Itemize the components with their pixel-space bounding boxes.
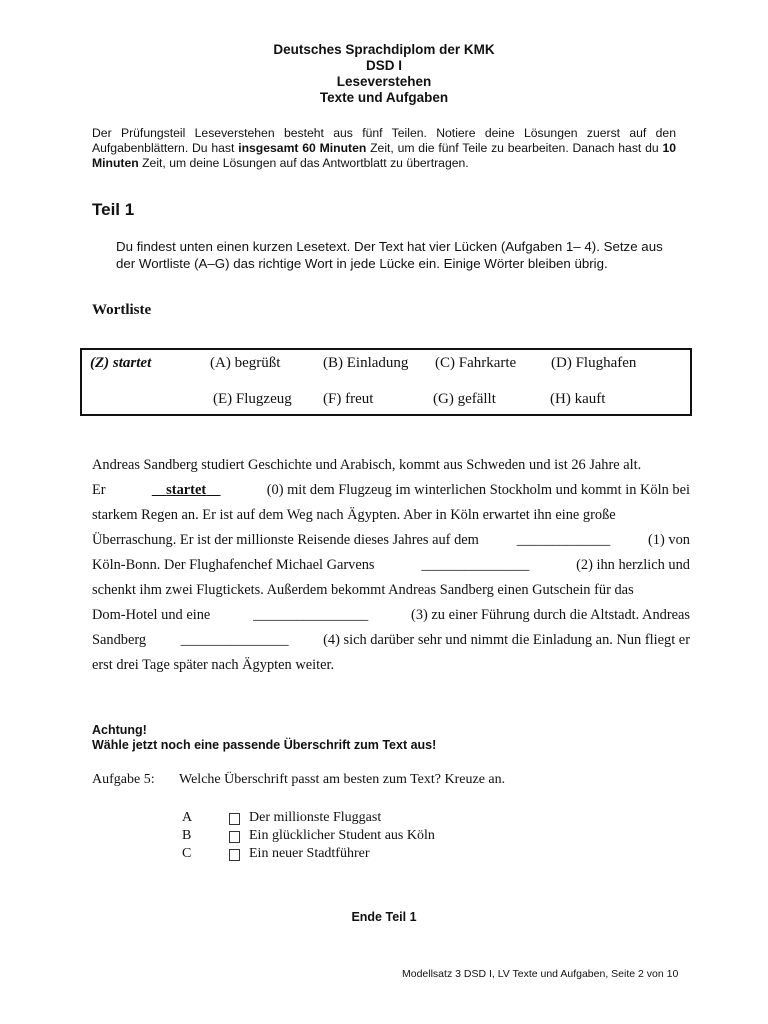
intro-paragraph [92,126,676,171]
text-line-4 [92,531,690,549]
word-z: (Z) startet [90,355,152,371]
text-l8-b: (4) sich darüber sehr und nimmt die Einladung an. Nun fliegt er [323,632,690,648]
gap-4[interactable]: _______________ [180,632,289,648]
text-l7-b: (3) zu einer Führung durch die Altstadt. Andreas [411,607,690,623]
text-l7-a: Dom-Hotel und eine [92,607,211,623]
intro-text-1: Der Prüfungsteil Leseverstehen besteht aus fünf Teilen. Notiere deine Lösungen zuerst auf den Aufgabenblättern. Du hast [92,126,676,155]
intro-text-3: Zeit, um deine Lösungen auf das Antwortblatt zu übertragen. [138,156,469,170]
text-line-1 [92,456,690,474]
text-l2-a: Er [92,482,106,498]
option-letter-c: C [182,846,192,861]
wortliste-heading: Wortliste [92,302,152,318]
achtung-line-1: Achtung! [92,723,147,737]
aufgabe-5-label: Aufgabe 5: [92,772,155,787]
text-line-7 [92,606,690,624]
checkbox-c[interactable] [229,848,240,866]
intro-text-2: Zeit, um die fünf Teile zu bearbeiten. Danach hast du [366,141,663,155]
option-text-a: Der millionste Fluggast [249,810,382,825]
option-text-b: Ein glücklicher Student aus Köln [249,828,435,843]
word-f: (F) freut [323,391,374,407]
option-letter-b: B [182,828,192,843]
checkbox-b[interactable] [229,830,240,848]
text-line-5 [92,556,690,574]
word-b: (B) Einladung [323,355,409,371]
document-title [0,42,768,106]
text-line-3 [92,506,690,524]
page-footer: Modellsatz 3 DSD I, LV Texte und Aufgaben, Seite 2 von 10 [402,968,679,980]
text-l2-b: (0) mit dem Flugzeug im winterlichen Stockholm und kommt in Köln bei [266,482,690,498]
intro-bold-1: insgesamt 60 Minuten [238,141,367,155]
section-end: Ende Teil 1 [351,910,417,924]
text-l1: Andreas Sandberg studiert Geschichte und Arabisch, kommt aus Schweden und ist 26 Jahre alt. [92,457,642,473]
intro-bold-2: 10 Minuten [92,141,676,170]
title-line-1: Deutsches Sprachdiplom der KMK [273,42,495,57]
aufgabe-5-question: Welche Überschrift passt am besten zum Text? Kreuze an. [179,772,506,787]
option-letter-a: A [182,810,193,825]
word-g: (G) gefällt [433,391,496,407]
achtung-block [92,723,436,753]
text-line-2 [92,481,690,499]
word-c: (C) Fahrkarte [435,355,517,371]
title-line-2: DSD I [365,58,402,73]
word-e: (E) Flugzeug [213,391,292,407]
word-d: (D) Flughafen [551,355,637,371]
gap-3[interactable]: ________________ [253,607,369,623]
option-text-c: Ein neuer Stadtführer [249,846,370,861]
text-l3: starkem Regen an. Er ist auf dem Weg nach Ägypten. Aber in Köln erwartet ihn eine große [92,507,616,523]
example-answer-word: startet [166,482,207,498]
text-l5-b: (2) ihn herzlich und [576,557,690,573]
word-h: (H) kauft [550,391,606,407]
instruction-text: Du findest unten einen kurzen Lesetext. Der Text hat vier Lücken (Aufgaben 1– 4). Setze aus der Wortliste (A–G) das richtige Wort in jede Lücke ein. Einige Wörter bleiben übrig. [116,239,663,271]
word-a: (A) begrüßt [210,355,281,371]
title-line-4: Texte und Aufgaben [319,90,449,105]
text-line-9: erst drei Tage später nach Ägypten weiter. [92,657,335,673]
text-l8-a: Sandberg [92,632,147,648]
gap-2[interactable]: _______________ [421,557,530,573]
achtung-line-2: Wähle jetzt noch eine passende Überschrift zum Text aus! [92,738,437,752]
text-l4-b: (1) von [648,532,690,548]
section-heading: Teil 1 [92,200,135,219]
text-line-8 [92,631,690,649]
gap-1[interactable]: _____________ [516,532,611,548]
title-line-3: Leseverstehen [336,74,432,89]
text-l6: schenkt ihm zwei Flugtickets. Außerdem bekommt Andreas Sandberg einen Gutschein für das [92,582,634,598]
text-l5-a: Köln-Bonn. Der Flughafenchef Michael Garvens [92,557,375,573]
checkbox-a[interactable] [229,812,240,830]
text-line-6 [92,581,690,599]
text-l4-a: Überraschung. Er ist der millionste Reisende dieses Jahres auf dem [92,532,479,548]
example-answer [152,481,221,499]
